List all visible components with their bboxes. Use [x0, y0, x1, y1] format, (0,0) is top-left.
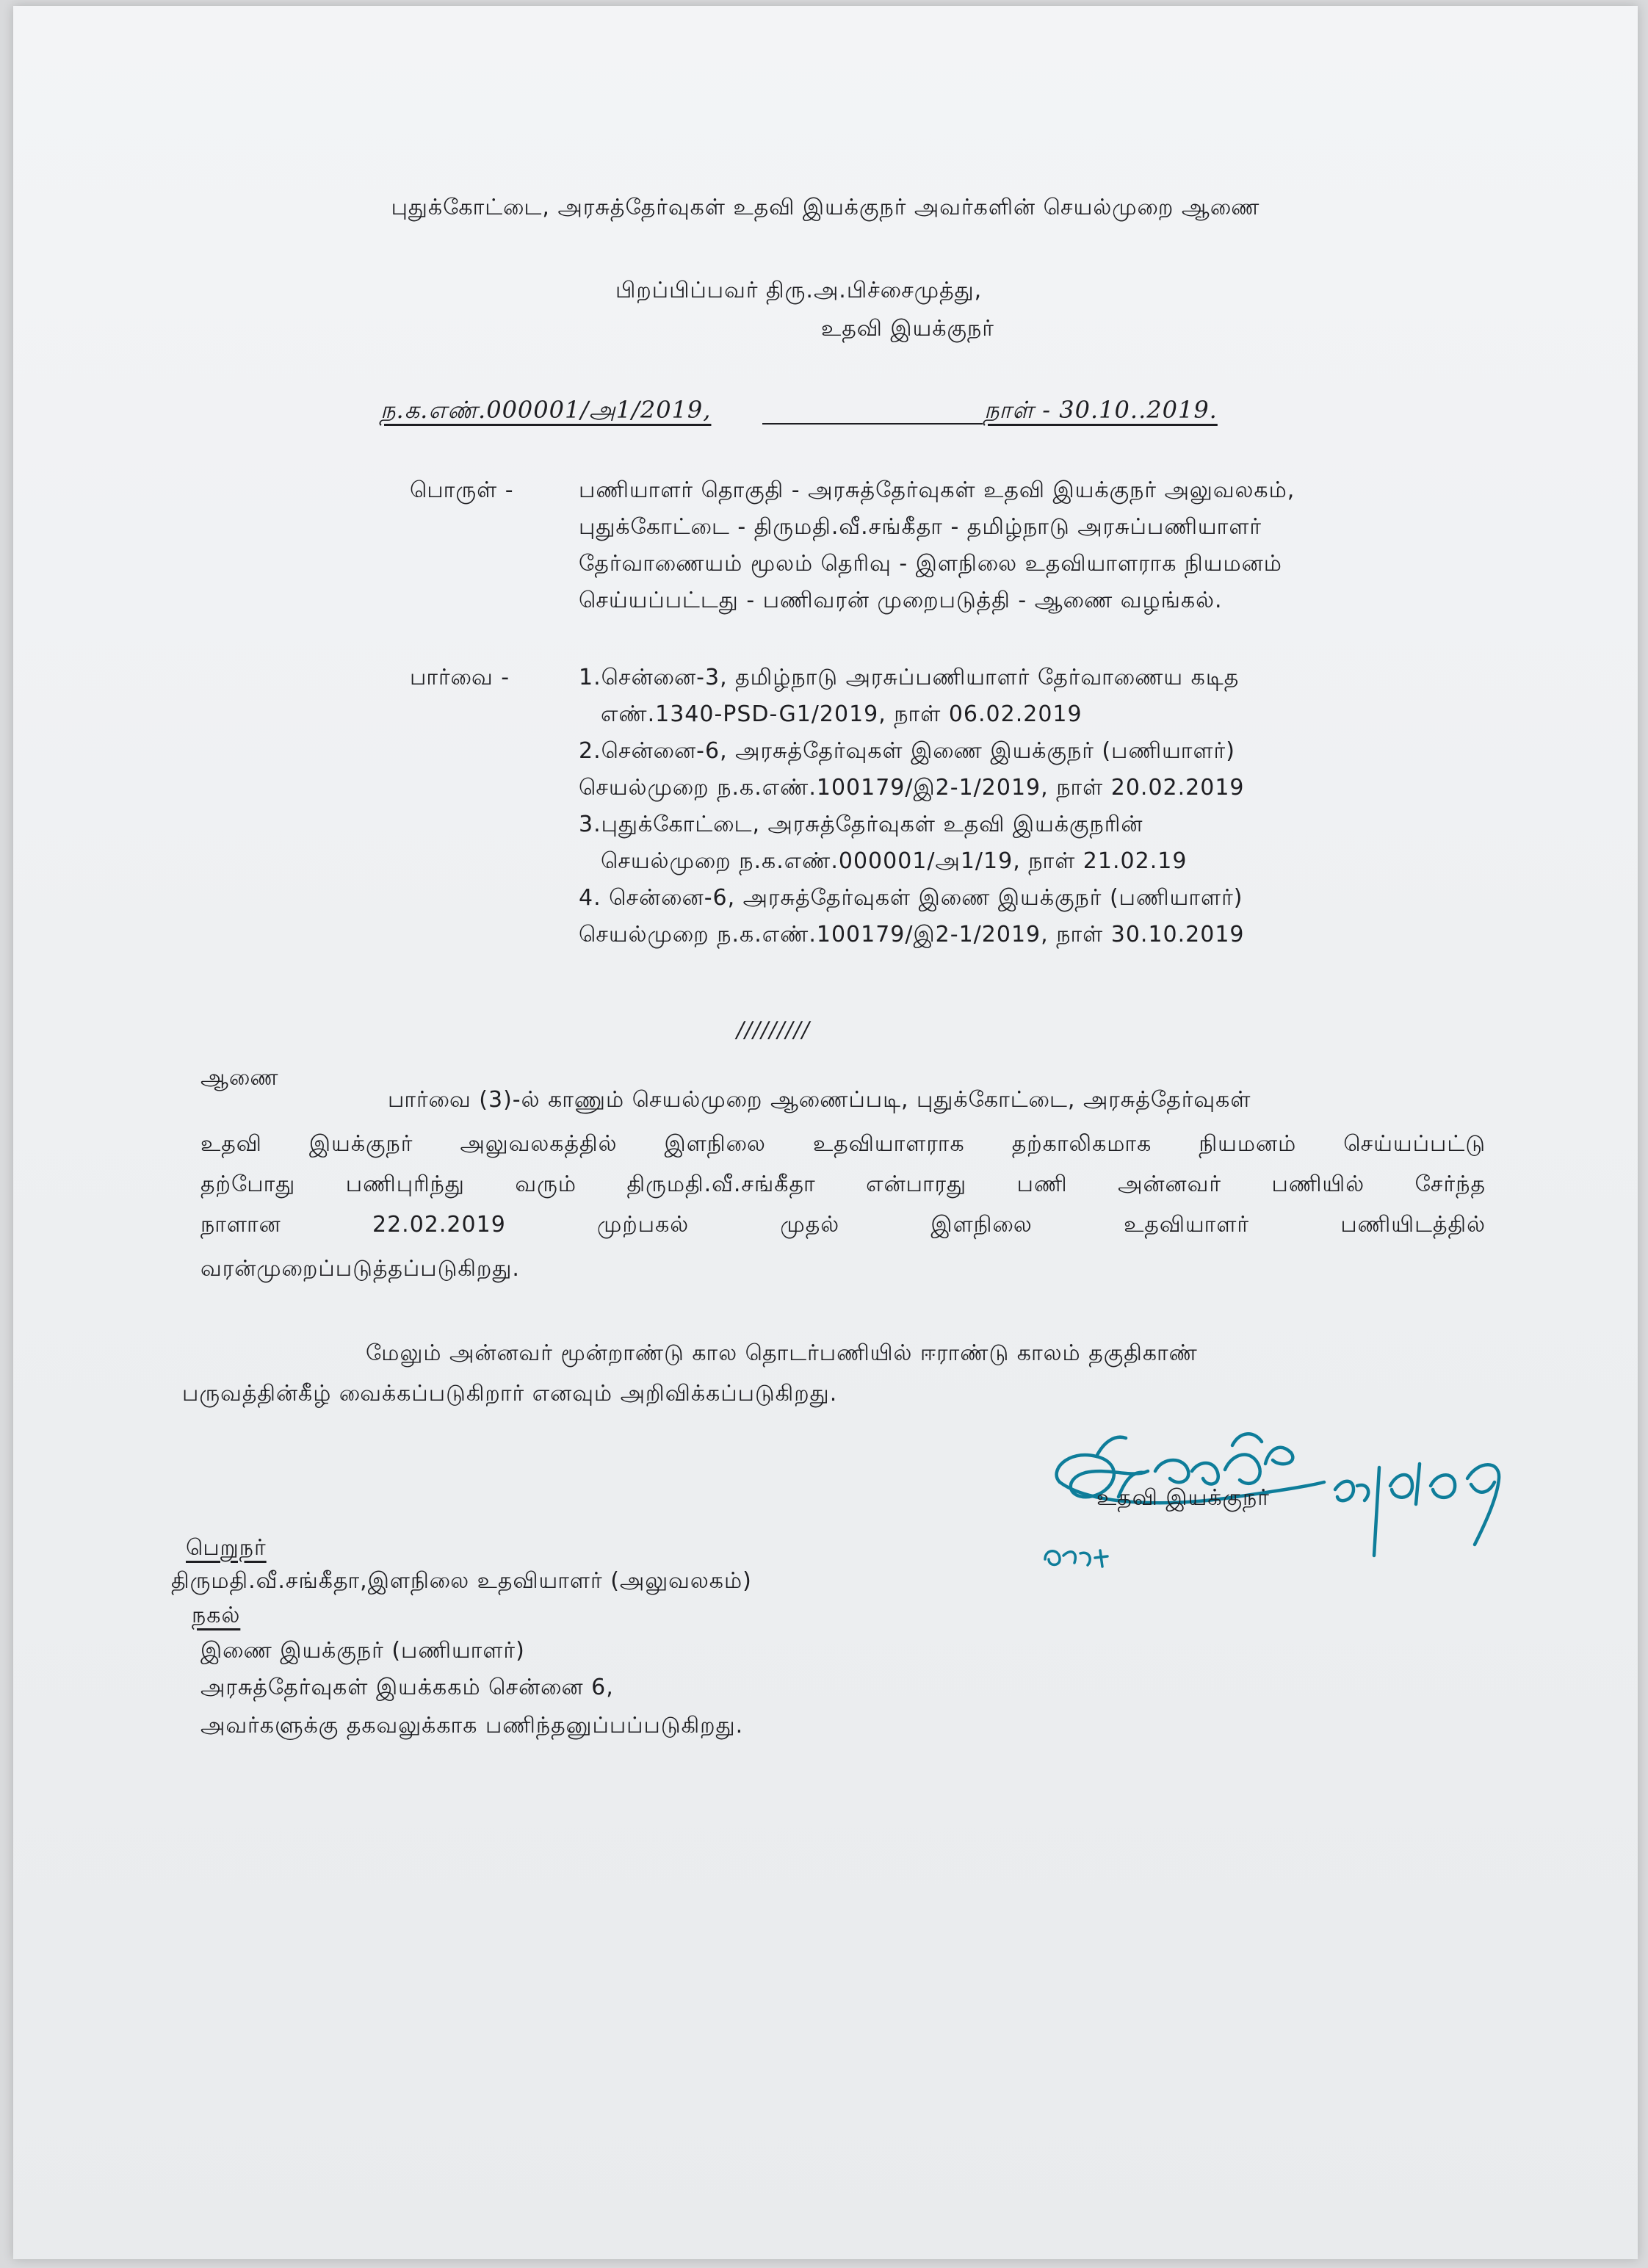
- reference-item: 3.புதுக்கோட்டை, அரசுத்தேர்வுகள் உதவி இயக்குநரின்: [579, 812, 1143, 837]
- subject-line: புதுக்கோட்டை - திருமதி.வீ.சங்கீதா - தமிழ்நாடு அரசுப்பணியாளர்: [579, 514, 1262, 540]
- copy-line: அரசுத்தேர்வுகள் இயக்ககம் சென்னை 6,: [200, 1675, 614, 1700]
- order-label: ஆணை: [200, 1065, 279, 1091]
- reference-item: எண்.1340-PSD-G1/2019, நாள் 06.02.2019: [601, 701, 1083, 727]
- reference-number: ந.க.எண்.000001/அ1/2019,: [380, 396, 712, 424]
- subject-line: தேர்வாணையம் மூலம் தெரிவு - இளநிலை உதவியாளராக நியமனம்: [579, 551, 1282, 577]
- document-page: [13, 6, 1638, 2259]
- issuer-name: பிறப்பிப்பவர் திரு.அ.பிச்சைமுத்து,: [615, 278, 983, 303]
- copy-label: நகல்: [192, 1603, 241, 1628]
- order-paragraph-line: தற்போது பணிபுரிந்து வரும் திருமதி.வீ.சங்கீதா என்பாரது பணி அன்னவர் பணியில் சேர்ந்த: [200, 1171, 1486, 1197]
- reference-item: 4. சென்னை-6, அரசுத்தேர்வுகள் இணை இயக்குநர் (பணியாளர்): [579, 885, 1243, 911]
- handwritten-initial: [1038, 1537, 1118, 1574]
- subject-line: பணியாளர் தொகுதி - அரசுத்தேர்வுகள் உதவி இயக்குநர் அலுவலகம்,: [579, 477, 1295, 503]
- reference-underline: [762, 423, 983, 425]
- subject-label: பொருள் -: [410, 477, 514, 503]
- reference-item: 1.சென்னை-3, தமிழ்நாடு அரசுப்பணியாளர் தேர்வாணைய கடித: [579, 665, 1240, 690]
- signatory-designation: உதவி இயக்குநர்: [1096, 1485, 1270, 1511]
- section-separator: /////////: [737, 1017, 810, 1043]
- document-title: புதுக்கோட்டை, அரசுத்தேர்வுகள் உதவி இயக்குநர் அவர்களின் செயல்முறை ஆணை: [391, 195, 1260, 220]
- recipient-label: பெறுநர்: [186, 1535, 267, 1561]
- reference-item: செயல்முறை ந.க.எண்.100179/இ2-1/2019, நாள் 20.02.2019: [579, 775, 1245, 801]
- copy-line: அவர்களுக்கு தகவலுக்காக பணிந்தனுப்பப்படுகிறது.: [200, 1713, 744, 1738]
- references-label: பார்வை -: [410, 665, 510, 690]
- issuer-designation: உதவி இயக்குநர்: [821, 316, 994, 342]
- order-paragraph-line: வரன்முறைப்படுத்தப்படுகிறது.: [200, 1256, 520, 1282]
- order-paragraph-line: உதவி இயக்குநர் அலுவலகத்தில் இளநிலை உதவியாளராக தற்காலிகமாக நியமனம் செய்யப்பட்டு: [200, 1131, 1486, 1157]
- subject-line: செய்யப்பட்டது - பணிவரன் முறைபடுத்தி - ஆணை வழங்கல்.: [579, 588, 1223, 613]
- copy-line: இணை இயக்குநர் (பணியாளர்): [200, 1638, 525, 1664]
- recipient-name: திருமதி.வீ.சங்கீதா,இளநிலை உதவியாளர் (அலுவலகம்): [171, 1568, 752, 1594]
- reference-item: செயல்முறை ந.க.எண்.000001/அ1/19, நாள் 21.02.19: [601, 848, 1188, 874]
- order-paragraph-line: மேலும் அன்னவர் மூன்றாண்டு கால தொடர்பணியில் ஈராண்டு காலம் தகுதிகாண்: [366, 1340, 1198, 1366]
- reference-item: செயல்முறை ந.க.எண்.100179/இ2-1/2019, நாள் 30.10.2019: [579, 922, 1245, 947]
- reference-date: நாள் - 30.10..2019.: [984, 396, 1218, 424]
- reference-item: 2.சென்னை-6, அரசுத்தேர்வுகள் இணை இயக்குநர் (பணியாளர்): [579, 738, 1235, 764]
- order-paragraph-line: பருவத்தின்கீழ் வைக்கப்படுகிறார் எனவும் அறிவிக்கப்படுகிறது.: [182, 1381, 838, 1406]
- order-paragraph-line: பார்வை (3)-ல் காணும் செயல்முறை ஆணைப்படி, புதுக்கோட்டை, அரசுத்தேர்வுகள்: [388, 1087, 1251, 1113]
- order-paragraph-line: நாளான 22.02.2019 முற்பகல் முதல் இளநிலை உதவியாளர் பணியிடத்தில்: [200, 1212, 1486, 1238]
